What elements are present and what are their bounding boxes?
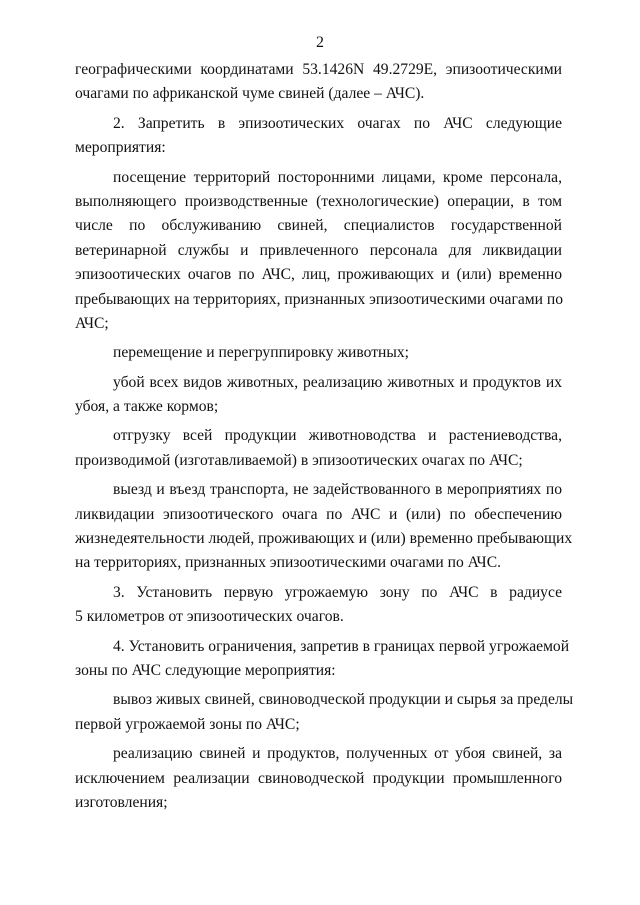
paragraph (75, 112, 562, 161)
page-number: 2 (316, 34, 324, 51)
text-line: ветеринарной службы и привлеченного персонала для ликвидации (75, 241, 562, 259)
text-line: первой угрожаемой зоны по АЧС; (75, 715, 300, 733)
text-line: посещение территорий посторонними лицами, кроме персонала, (113, 168, 562, 186)
paragraph (75, 581, 562, 630)
text-line: ликвидации эпизоотического очага по АЧС и (или) по обеспечению (75, 505, 562, 523)
text-line: производимой (изготавливаемой) в эпизоотических очагах по АЧС; (75, 451, 523, 469)
document-body (75, 58, 574, 815)
paragraph (75, 341, 562, 365)
text-line: на территориях, признанных эпизоотическими очагами по АЧС. (75, 554, 501, 572)
text-line: перемещение и перегруппировку животных; (113, 344, 409, 362)
text-line: мероприятия: (75, 139, 166, 157)
text-line: географическими координатами 53.1426N 49.2729E, эпизоотическими (75, 61, 562, 78)
text-line: очагами по африканской чуме свиней (далее – АЧС). (75, 85, 425, 103)
text-line: убоя, а также кормов; (75, 398, 219, 416)
paragraph (75, 424, 562, 473)
text-line: вывоз живых свиней, свиноводческой продукции и сырья за пределы (113, 691, 574, 709)
paragraph (75, 688, 574, 737)
text-line: исключением реализации свиноводческой продукции промышленного (75, 769, 562, 787)
text-line: эпизоотических очагов по АЧС, лиц, проживающих и (или) временно (75, 266, 562, 284)
text-line: 4. Установить ограничения, запретив в границах первой угрожаемой (113, 637, 570, 655)
text-line: 2. Запретить в эпизоотических очагах по АЧС следующие (113, 114, 562, 132)
text-line: 5 километров от эпизоотических очагов. (75, 608, 344, 626)
text-line: изготовления; (75, 793, 168, 811)
paragraph (75, 371, 562, 420)
paragraph (75, 58, 562, 107)
paragraph (75, 635, 570, 684)
text-line: отгрузку всей продукции животноводства и растениеводства, (113, 427, 562, 445)
text-line: выезд и въезд транспорта, не задействованного в мероприятиях по (113, 481, 562, 499)
text-line: реализацию свиней и продуктов, полученных от убоя свиней, за (113, 745, 562, 763)
text-line: пребывающих на территориях, признанных эпизоотическими очагами по (75, 290, 564, 308)
text-line: 3. Установить первую угрожаемую зону по АЧС в радиусе (113, 583, 562, 601)
text-line: убой всех видов животных, реализацию животных и продуктов их (113, 373, 562, 391)
text-line: зоны по АЧС следующие мероприятия: (75, 661, 336, 679)
text-line: АЧС; (75, 314, 109, 332)
paragraph (75, 166, 562, 337)
text-line: жизнедеятельности людей, проживающих и (или) временно пребывающих (75, 530, 573, 548)
paragraph (75, 742, 562, 815)
text-line: числе по обслуживанию свиней, специалистов государственной (75, 217, 562, 235)
text-line: выполняющего производственные (технологические) операции, в том (75, 192, 562, 210)
paragraph (75, 478, 573, 576)
